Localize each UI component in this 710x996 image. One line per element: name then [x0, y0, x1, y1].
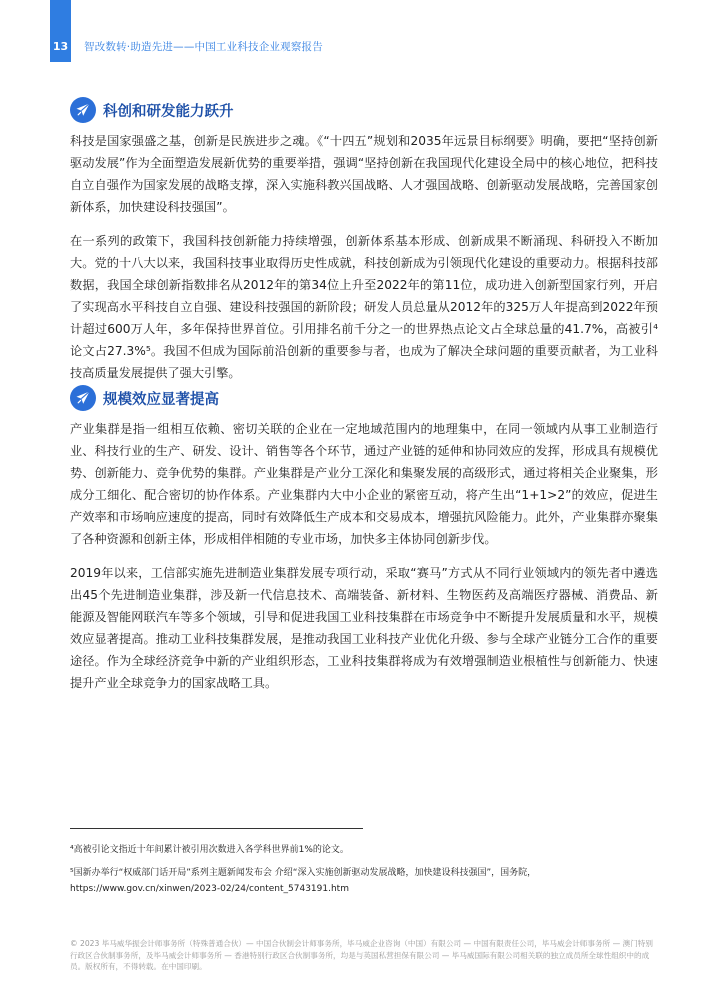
running-title: 智改数转·助造先进——中国工业科技企业观察报告 [84, 41, 323, 53]
paper-plane-icon [70, 385, 96, 411]
copyright-footer: © 2023 毕马威华振会计师事务所（特殊普通合伙）— 中国合伙制会计师事务所，毕马威企业咨询（中国）有限公司 — 中国有限责任公司，毕马威会计师事务所 — 澳门特别行政区合伙制事务所，及毕马威会计师事务所 — 香港特别行政区合伙制事务所，均是与英国私营担保有限公司 — 毕马威国际有限公司相关联的独立成员所全球性组织中的成员。版权所有，不得转载。在中国印刷。 [70, 939, 653, 971]
section-heading [70, 383, 658, 413]
footnote-4: ⁴高被引论文指近十年间累计被引用次数进入各学科世界前1%的论文。 [70, 845, 349, 855]
section-title: 科创和研发能力跃升 [103, 103, 234, 120]
paper-plane-icon [70, 97, 96, 123]
paragraph: 在一系列的政策下，我国科技创新能力持续增强，创新体系基本形成、创新成果不断涌现、科研投入不断加大。党的十八大以来，我国科技事业取得历史性成就，科技创新成为引领现代化建设的重要动力。根据科技部数据，我国全球创新指数排名从2012年的第34位上升至2022年的第11位，成功进入创新型国家行列，开启了实现高水平科技自立自强、建设科技强国的新阶段；研发人员总量从2012年的325万人年提高到2022年预计超过600万人年，多年保持世界首位。引用排名前千分之一的世界热点论文占全球总量的41.7%，高被引⁴论文占27.3%⁵。我国不但成为国际前沿创新的重要参与者，也成为了解决全球问题的重要贡献者，为工业科技高质量发展提供了强大引擎。 [70, 234, 658, 380]
page-number-tab [50, 0, 71, 62]
section-2 [70, 383, 658, 694]
section-1 [70, 95, 658, 384]
footnote-5-url[interactable]: https://www.gov.cn/xinwen/2023-02/24/content_5743191.htm [70, 884, 349, 894]
paragraph: 2019年以来，工信部实施先进制造业集群发展专项行动，采取“赛马”方式从不同行业领域内的领先者中遴选出45个先进制造业集群，涉及新一代信息技术、高端装备、新材料、生物医药及高端医疗器械、消费品、新能源及智能网联汽车等多个领域，引导和促进我国工业科技集群在市场竞争中不断提升发展质量和水平，规模效应显著提高。推动工业科技集群发展，是推动我国工业科技产业优化升级、参与全球产业链分工合作的重要途径。作为全球经济竞争中新的产业组织形态，工业科技集群将成为有效增强制造业根植性与创新能力、快速提升产业全球竞争力的国家战略工具。 [70, 566, 658, 690]
section-title: 规模效应显著提高 [103, 391, 219, 408]
paragraph: 科技是国家强盛之基，创新是民族进步之魂。《“十四五”规划和2035年远景目标纲要》明确，要把“坚持创新驱动发展”作为全面塑造发展新优势的重要举措，强调“坚持创新在我国现代化建设全局中的核心地位，把科技自立自强作为国家发展的战略支撑，深入实施科教兴国战略、人才强国战略、创新驱动发展战略，完善国家创新体系，加快建设科技强国”。 [70, 134, 658, 214]
footnote-divider [70, 828, 363, 829]
page-number: 13 [52, 40, 69, 53]
paragraph: 产业集群是指一组相互依赖、密切关联的企业在一定地域范围内的地理集中，在同一领域内从事工业制造行业、科技行业的生产、研发、设计、销售等各个环节，通过产业链的延伸和协同效应的发挥，形成具有规模优势、创新能力、竞争优势的集群。产业集群是产业分工深化和集聚发展的高级形式，通过将相关企业聚集，形成分工细化、配合密切的协作体系。产业集群内大中小企业的紧密互动，将产生出“1+1>2”的效应，促进生产效率和市场响应速度的提高，同时有效降低生产成本和交易成本，增强抗风险能力。此外，产业集群亦聚集了各种资源和创新主体，形成相伴相随的专业市场，加快多主体协同创新步伐。 [70, 422, 658, 546]
section-heading [70, 95, 658, 125]
footnote-5: ⁵国新办举行“权威部门话开局”系列主题新闻发布会 介绍“深入实施创新驱动发展战略，加快建设科技强国”，国务院， [70, 868, 537, 878]
